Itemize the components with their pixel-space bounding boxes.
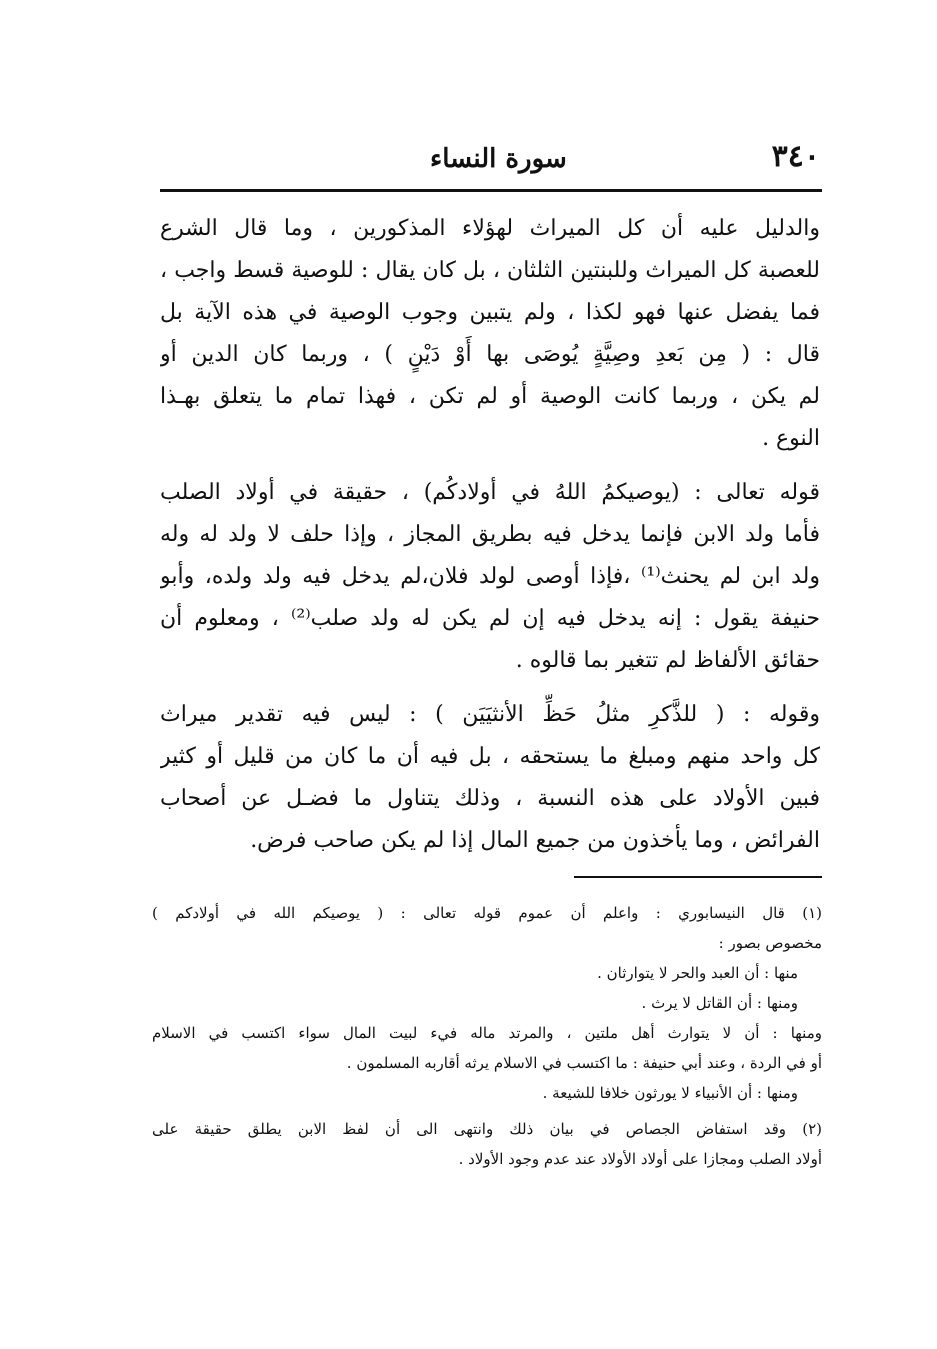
text-line: كل واحد منهم ومبلغ ما يستحقه ، بل فيه أن ما كان من قليل أو كثير [160, 744, 820, 769]
footnote-item: ومنها : أن لا يتوارث أهل ملتين ، والمرتد ماله فيء لبيت المال سواء اكتسب في الاسلام [152, 1024, 822, 1042]
footnote-1-line: مخصوص بصور : [718, 934, 822, 952]
main-text [160, 208, 820, 862]
footnote-item: ومنها : أن القاتل لا يرث . [641, 994, 798, 1012]
footnote-1-line: (١) قال النيسابوري : واعلم أن عموم قوله تعالى : ( يوصيكم الله في أولادكم ) [152, 904, 822, 922]
text-line: والدليل عليه أن كل الميراث لهؤلاء المذكورين ، وما قال الشرع [160, 216, 820, 241]
text-line: فما يفضل عنها فهو لكذا ، ولم يتبين وجوب الوصية في هذه الآية بل [160, 300, 820, 325]
paragraph-3 [160, 694, 820, 862]
text-line: للعصبة كل الميراث وللبنتين الثلثان ، بل كان يقال : للوصية قسط واجب ، [160, 258, 820, 283]
footnotes [152, 898, 822, 1174]
footnote-item: أو في الردة ، وعند أبي حنيفة : ما اكتسب في الاسلام يرثه أقاربه المسلمون . [346, 1054, 822, 1072]
footnote-2-line: أولاد الصلب ومجازا على أولاد الأولاد عند عدم وجود الأولاد . [458, 1150, 822, 1168]
page-number: ٣٤٠ [771, 139, 820, 174]
text-line: النوع . [762, 426, 820, 451]
text-line: فأما ولد الابن فإنما يدخل فيه بطريق المجاز ، وإذا حلف لا ولد له وله [160, 522, 820, 547]
footnote-divider [574, 876, 822, 878]
text-line: قال : ( مِن بَعدِ وصِيَّةٍ يُوصَى بها أَوْ دَيْنٍ ) ، وربما كان الدين أو [160, 342, 820, 367]
text-line: قوله تعالى : (يوصيكمُ اللهُ في أولادكُم) ، حقيقة في أولاد الصلب [160, 480, 820, 505]
surah-title: سورة النساء [430, 144, 567, 174]
page-header [160, 130, 820, 174]
text-line: لم يكن ، وربما كانت الوصية أو لم تكن ، فهذا تمام ما يتعلق بهـذا [160, 384, 820, 409]
paragraph-2 [160, 472, 820, 682]
paragraph-1 [160, 208, 820, 460]
text-line: حنيفة يقول : إنه يدخل فيه إن لم يكن له ولد صلب⁽²⁾ ، ومعلوم أن [160, 606, 820, 631]
text-line: فبين الأولاد على هذه النسبة ، وذلك يتناول ما فضـل عن أصحاب [160, 786, 820, 811]
text-line: ولد ابن لم يحنث⁽¹⁾ ،فإذا أوصى لولد فلان،لم يدخل فيه ولد ولده، وأبو [160, 564, 820, 589]
footnote-2-line: (٢) وقد استفاض الجصاص في بيان ذلك وانتهى الى أن لفظ الابن يطلق حقيقة على [152, 1120, 822, 1138]
text-line: حقائق الألفاظ لم تتغير بما قالوه . [515, 648, 820, 673]
footnote-item: ومنها : أن الأنبياء لا يورثون خلافا للشيعة . [542, 1084, 798, 1102]
footnote-item: منها : أن العبد والحر لا يتوارثان . [597, 964, 798, 982]
header-divider [160, 189, 822, 192]
text-line: وقوله : ( للذَّكرِ مثلُ حَظِّ الأنثيَيَن ) : ليس فيه تقدير ميراث [160, 702, 820, 727]
text-line: الفرائض ، وما يأخذون من جميع المال إذا لم يكن صاحب فرض. [250, 828, 820, 853]
